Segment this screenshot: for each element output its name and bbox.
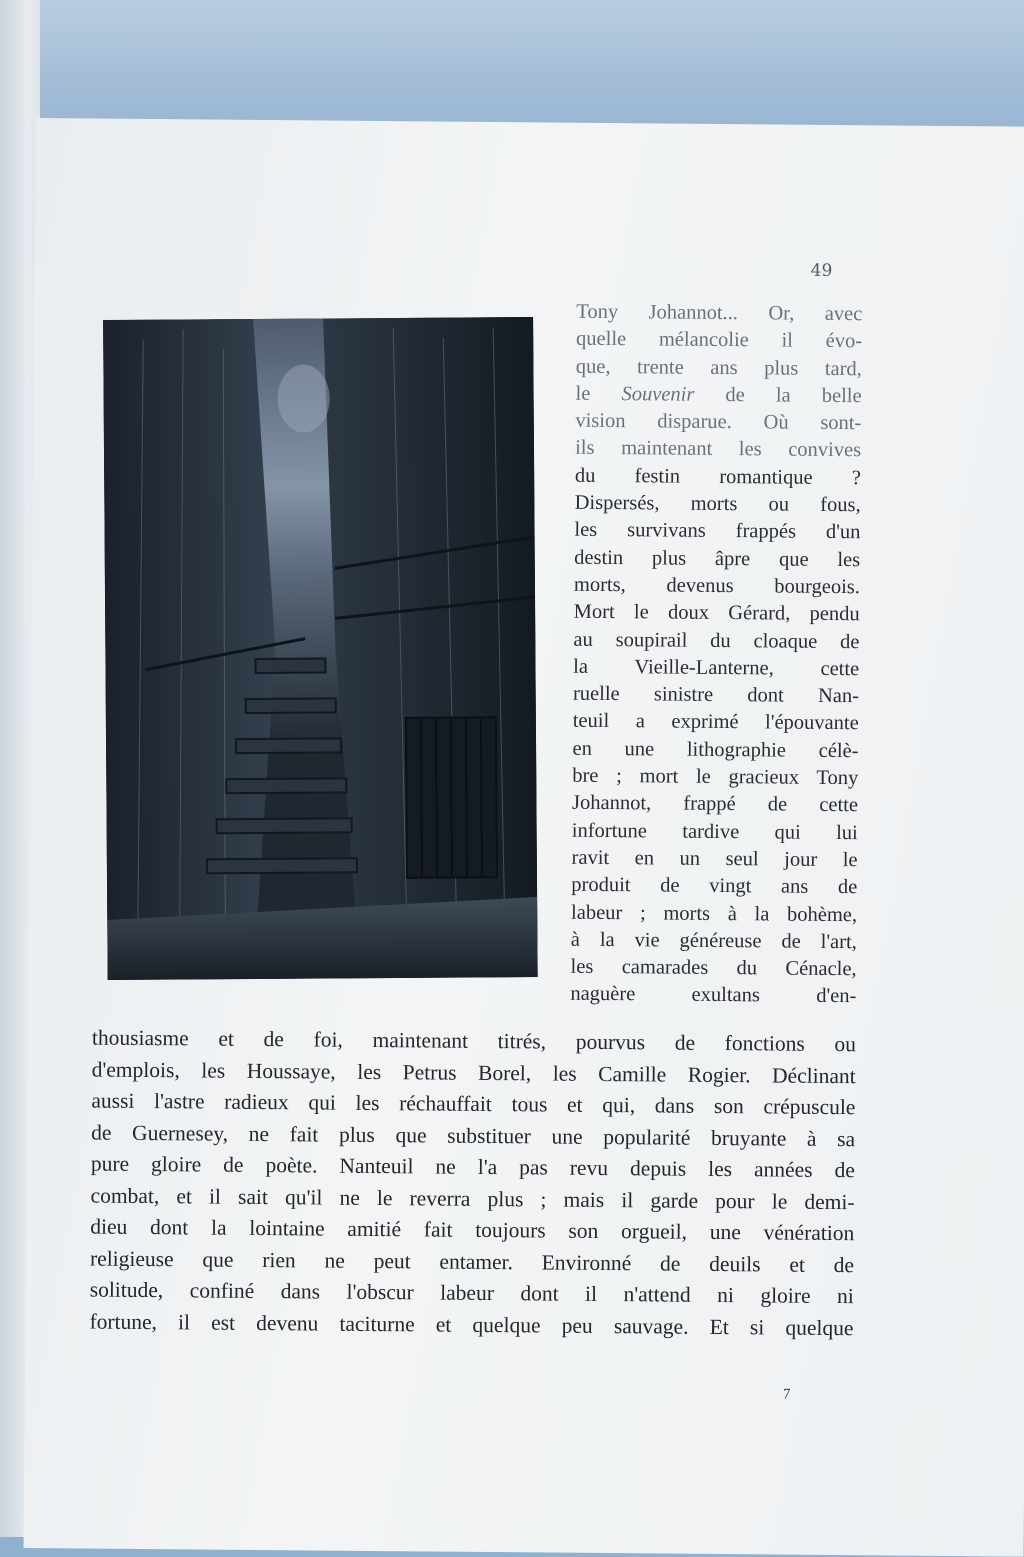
column-line: infortune tardive qui lui <box>571 819 858 844</box>
column-line: Johannot, frappé de cette <box>571 792 859 817</box>
column-line: destin plus âpre que les <box>574 546 861 571</box>
text-line: aussi l'astre radieux qui les réchauffait tous et qui, dans son crépuscule <box>91 1088 856 1120</box>
column-text <box>570 299 862 1011</box>
page-number: 49 <box>810 260 833 281</box>
book-page <box>24 118 1024 1557</box>
text-line: solitude, confiné dans l'obscur labeur dont il n'attend ni gloire ni <box>89 1277 854 1309</box>
text-line: d'emplois, les Houssaye, les Petrus Borel, les Camille Rogier. Déclinant <box>91 1057 856 1088</box>
column-line: ruelle sinistre dont Nan- <box>572 682 860 708</box>
lithograph-illustration <box>103 317 538 980</box>
column-line: bre ; mort le gracieux Tony <box>572 764 859 790</box>
column-line: au soupirail du cloaque de <box>573 628 860 653</box>
column-line: labeur ; morts à la bohème, <box>570 901 858 926</box>
column-line: Mort le doux Gérard, pendu <box>573 600 860 626</box>
text-line: de Guernesey, ne fait plus que substituer une popularité bruyante à sa <box>91 1120 856 1151</box>
column-line: les camarades du Cénacle, <box>570 955 857 981</box>
column-line: la Vieille-Lanterne, cette <box>573 655 860 681</box>
column-line: en une lithographie célè- <box>572 737 859 762</box>
column-line: Dispersés, morts ou fous, <box>574 491 861 517</box>
column-line: morts, devenus bourgeois. <box>573 573 861 599</box>
full-width-text <box>89 1023 856 1345</box>
text-line: fortune, il est devenu taciturne et quelque peu sauvage. Et si quelque <box>89 1309 854 1340</box>
italic-souvenir: Souvenir <box>621 383 695 406</box>
text-line: combat, et il sait qu'il ne le reverra plus ; mais il garde pour le demi- <box>90 1183 855 1214</box>
column-line: ils maintenant les convives <box>575 437 862 462</box>
column-line: ravit en un seul jour le <box>571 846 858 872</box>
column-line: teuil a exprimé l'épouvante <box>572 710 859 735</box>
text-line: dieu dont la lointaine amitié fait toujours son orgueil, une vénération <box>90 1214 855 1246</box>
word-le: le <box>575 382 591 405</box>
text-line: pure gloire de poète. Nanteuil ne l'a pas revu depuis les années de <box>90 1151 855 1183</box>
column-line: les survivans frappés d'un <box>574 519 861 544</box>
column-line: quelle mélancolie il évo- <box>575 328 863 353</box>
word-de-la-belle: de la belle <box>725 383 862 408</box>
signature-mark: 7 <box>782 1386 791 1403</box>
column-line: naguère exultans d'en- <box>570 983 857 1008</box>
column-line: à la vie généreuse de l'art, <box>570 928 857 954</box>
text-line: thousiasme et de foi, maintenant titrés, pourvus de fonctions ou <box>91 1025 857 1057</box>
desk-background <box>0 0 1024 130</box>
column-line: du festin romantique ? <box>574 464 861 489</box>
column-line: Tony Johannot... Or, avec <box>576 300 863 326</box>
column-line: que, trente ans plus tard, <box>575 355 862 380</box>
text-line: religieuse que rien ne peut entamer. Environné de deuils et de <box>89 1246 855 1277</box>
column-line: produit de vingt ans de <box>571 873 858 899</box>
column-line-souvenir <box>575 381 861 411</box>
lithograph-alley-image <box>103 317 538 980</box>
column-line: vision disparue. Où sont- <box>575 409 862 435</box>
